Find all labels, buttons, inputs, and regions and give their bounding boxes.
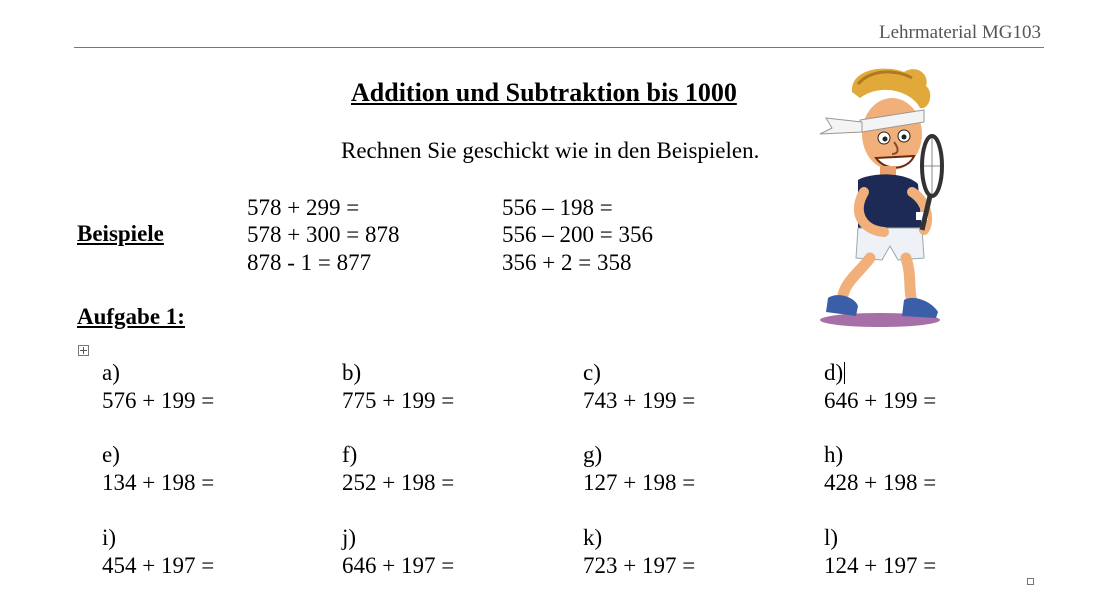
task-heading: Aufgabe 1: [77, 304, 185, 329]
table-move-handle-icon[interactable] [78, 345, 89, 356]
example-sub-line-1: 556 – 198 = [502, 195, 613, 220]
task-problem: 646 + 199 = [824, 388, 937, 413]
page-title: Addition und Subtraktion bis 1000 [351, 78, 737, 107]
task-letter: a) [102, 360, 120, 385]
task-problem: 454 + 197 = [102, 553, 215, 578]
task-letter: j) [342, 525, 357, 550]
header-rule [74, 47, 1044, 48]
task-problem: 646 + 197 = [342, 553, 455, 578]
example-sub-line-3: 356 + 2 = 358 [502, 250, 632, 275]
instruction-text: Rechnen Sie geschickt wie in den Beispielen. [341, 138, 760, 163]
task-letter: f) [342, 442, 358, 467]
examples-label: Beispiele [77, 221, 164, 246]
task-letter: e) [102, 442, 120, 467]
task-letter: g) [583, 442, 603, 467]
text-cursor [844, 362, 845, 384]
header-label: Lehrmaterial MG103 [879, 22, 1041, 43]
example-add-line-2: 578 + 300 = 878 [247, 222, 400, 247]
task-letter: c) [583, 360, 601, 385]
task-problem: 127 + 198 = [583, 470, 696, 495]
task-problem: 775 + 199 = [342, 388, 455, 413]
task-problem: 252 + 198 = [342, 470, 455, 495]
task-letter: h) [824, 442, 844, 467]
task-problem: 428 + 198 = [824, 470, 937, 495]
task-problem: 134 + 198 = [102, 470, 215, 495]
task-letter: b) [342, 360, 362, 385]
task-problem: 723 + 197 = [583, 553, 696, 578]
paragraph-end-mark [1027, 578, 1034, 585]
example-add-line-1: 578 + 299 = [247, 195, 360, 220]
task-problem: 124 + 197 = [824, 553, 937, 578]
task-letter: i) [102, 525, 117, 550]
task-letter: k) [583, 525, 603, 550]
example-sub-line-2: 556 – 200 = 356 [502, 222, 653, 247]
example-add-line-3: 878 - 1 = 877 [247, 250, 372, 275]
task-letter: l) [824, 525, 839, 550]
task-problem: 743 + 199 = [583, 388, 696, 413]
task-problem: 576 + 199 = [102, 388, 215, 413]
task-letter: d) [824, 360, 844, 385]
tennis-player-caricature-icon [812, 62, 952, 332]
